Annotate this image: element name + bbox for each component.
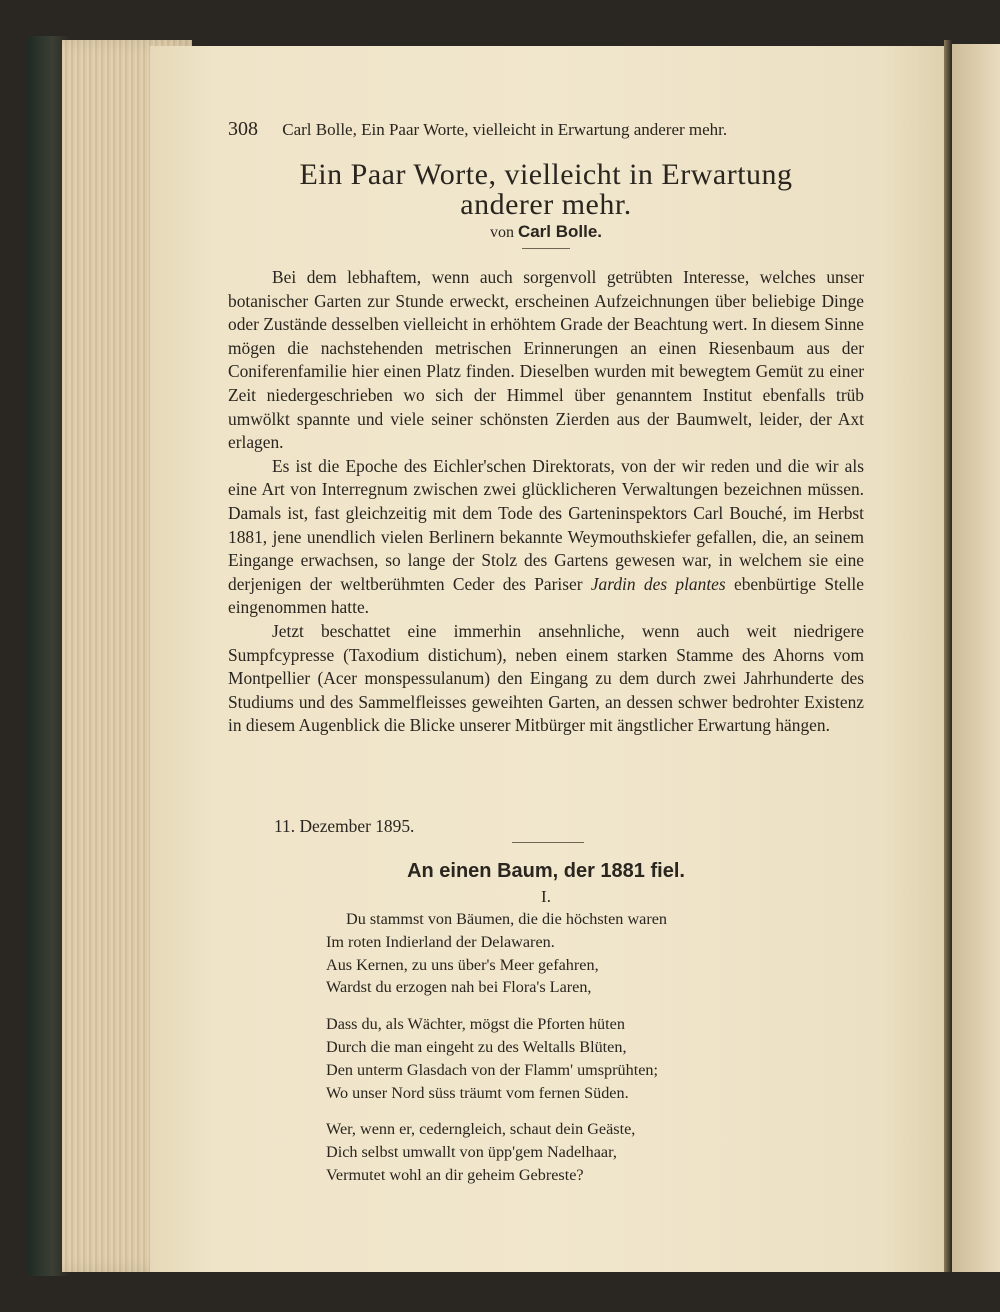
stanza-1	[326, 908, 846, 999]
article-title-line-1: Ein Paar Worte, vielleicht in Erwartung	[299, 158, 793, 191]
article-body	[228, 266, 864, 738]
article-title	[228, 160, 864, 220]
running-head	[228, 118, 868, 141]
paragraph-2-italic: Jardin des plantes	[590, 573, 726, 594]
paragraph-2-end: ebenbürtige Stelle eingenommen hatte.	[228, 573, 864, 618]
stanza-3	[326, 1118, 846, 1186]
poem-line: Dich selbst umwallt von üpp'gem Nadelhaar,	[326, 1143, 617, 1162]
paragraph-2-text: Es ist die Epoche des Eichler'schen Direktorats, von der wir reden und die wir als eine Art von Interregnum zwischen zwei glücklicheren Verwaltungen bezeichnen müssen. Damals ist, fast gleichzeitig mit dem Tode des Garteninspektors Carl Bouché, im Herbst 1881, jene unendlich vielen Berlinern bekannte Weymouthskiefer gefallen, die, an seinem Eingange erwachsen, so lange der Stolz des Gartens gewesen war, in welchem sie eine derjenigen der weltberühmten Ceder des Pariser	[228, 455, 864, 594]
section-divider	[512, 842, 584, 843]
poem-title: An einen Baum, der 1881 fiel.	[407, 860, 685, 882]
poem-line: Den unterm Glasdach von der Flamm' umsprühten;	[326, 1060, 658, 1079]
poem-line: Aus Kernen, zu uns über's Meer gefahren,	[326, 955, 599, 974]
facing-page-edge	[952, 44, 1000, 1272]
poem-line: Durch die man eingeht zu des Weltalls Blüten,	[326, 1037, 627, 1056]
book-gutter	[944, 40, 952, 1272]
byline	[228, 222, 864, 242]
running-head-title: Carl Bolle, Ein Paar Worte, vielleicht in Erwartung anderer mehr.	[282, 120, 728, 139]
title-divider	[522, 248, 570, 249]
poem-line: Wer, wenn er, cederngleich, schaut dein Geäste,	[326, 1120, 636, 1139]
poem-line: Vermutet wohl an dir geheim Gebreste?	[326, 1165, 584, 1184]
author-name: Carl Bolle.	[517, 222, 603, 241]
poem-line: Wardst du erzogen nah bei Flora's Laren,	[326, 978, 592, 997]
poem	[326, 908, 846, 1201]
stanza-2	[326, 1013, 846, 1104]
poem-line: Im roten Indierland der Delawaren.	[326, 932, 555, 951]
paragraph-3: Jetzt beschattet eine immerhin ansehnliche, wenn auch weit niedrigere Sumpfcypresse (Taxodium distichum), neben einem starken Stamme des Ahorns vom Montpellier (Acer monspessulanum) den Eingang zu dem durch zwei Jahrhunderte des Studiums und des Sammelfleisses geweihten Garten, an dessen schwer bedrohter Existenz in diesem Augenblick die Blicke unserer Mitbürger mit ängstlicher Erwartung hängen.	[228, 620, 864, 736]
poem-line: Dass du, als Wächter, mögst die Pforten hüten	[326, 1015, 625, 1034]
article-date: 11. Dezember 1895.	[274, 816, 415, 836]
poem-section-number: I.	[541, 887, 551, 906]
page-number: 308	[228, 118, 258, 140]
poem-line: Wo unser Nord süss träumt vom fernen Süden.	[326, 1083, 629, 1102]
paragraph-1: Bei dem lebhaftem, wenn auch sorgenvoll getrübten Interesse, welches unser botanischer Garten zur Stunde erweckt, erscheinen Aufzeichnungen über beliebige Dinge oder Zustände desselben vielleicht in erhöhtem Grade der Beachtung wert. In diesem Sinne mögen die nachstehenden metrischen Erinnerungen an einen Riesenbaum aus der Coniferenfamilie hier einen Platz finden. Dieselben wurden mit bewegtem Gemüt zu einer Zeit niedergeschrieben wo sich der Himmel über genanntem Institut ebenfalls trüb umwölkt spannte und viele seiner schönsten Zierden aus der Baumwelt, leider, der Axt erlagen.	[228, 267, 864, 453]
byline-prefix: von	[489, 224, 514, 241]
poem-line: Du stammst von Bäumen, die die höchsten waren	[346, 910, 667, 928]
article-title-line-2: anderer mehr.	[460, 188, 632, 221]
paragraph-2	[228, 455, 864, 620]
